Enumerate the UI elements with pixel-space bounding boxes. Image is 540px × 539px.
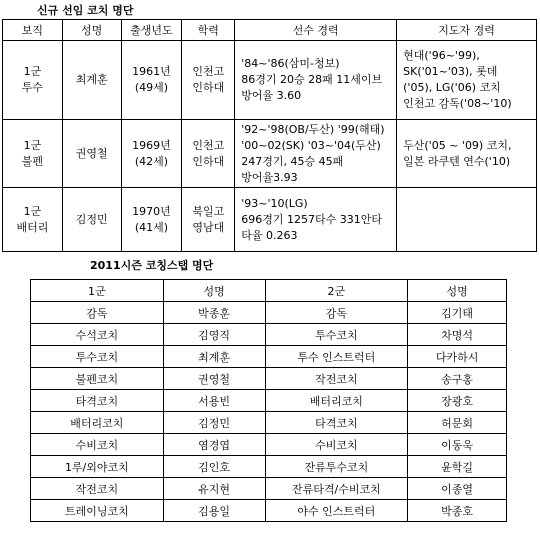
second-team-role-cell: 잔류타격/수비코치: [265, 478, 408, 500]
second-team-role-cell: 타격코치: [265, 412, 408, 434]
first-team-name-cell: 김용일: [163, 500, 265, 522]
education-cell: 북일고 영남대: [182, 188, 235, 252]
header-cell: 성명: [163, 280, 265, 302]
second-team-name-cell: 다카하시: [408, 346, 507, 368]
header-cell: 학력: [182, 20, 235, 41]
table-row: [31, 368, 507, 390]
first-team-name-cell: 박종훈: [163, 302, 265, 324]
table-row: [31, 346, 507, 368]
first-team-name-cell: 염경엽: [163, 434, 265, 456]
first-team-name-cell: 서용빈: [163, 390, 265, 412]
second-team-name-cell: 윤학길: [408, 456, 507, 478]
first-team-name-cell: 김인호: [163, 456, 265, 478]
second-team-role-cell: 잔류투수코치: [265, 456, 408, 478]
player-career-cell: '93~'10(LG) 696경기 1257타수 331안타 타율 0.263: [235, 188, 397, 252]
second-team-name-cell: 이동욱: [408, 434, 507, 456]
second-team-name-cell: 허문회: [408, 412, 507, 434]
education-cell: 인천고 인하대: [182, 120, 235, 188]
table-row: [31, 434, 507, 456]
first-team-role-cell: 트레이닝코치: [31, 500, 164, 522]
first-team-role-cell: 작전코치: [31, 478, 164, 500]
table-header-row: [3, 20, 537, 41]
table-row: [31, 302, 507, 324]
first-team-role-cell: 배터리코치: [31, 412, 164, 434]
second-team-role-cell: 감독: [265, 302, 408, 324]
second-team-name-cell: 송구홍: [408, 368, 507, 390]
table-row: [31, 412, 507, 434]
table-row: [31, 324, 507, 346]
coach-career-cell: [397, 188, 537, 252]
table-row: [3, 41, 537, 120]
name-cell: 최계훈: [62, 41, 121, 120]
position-cell: 1군 불펜: [3, 120, 63, 188]
table-row: [3, 120, 537, 188]
table-row: [31, 500, 507, 522]
table-row: [31, 456, 507, 478]
header-cell: 지도자 경력: [397, 20, 537, 41]
header-cell: 성명: [62, 20, 121, 41]
first-team-name-cell: 최계훈: [163, 346, 265, 368]
table-row: [31, 390, 507, 412]
first-team-role-cell: 불펜코치: [31, 368, 164, 390]
header-cell: 1군: [31, 280, 164, 302]
first-team-role-cell: 타격코치: [31, 390, 164, 412]
table-header-row: [31, 280, 507, 302]
position-cell: 1군 투수: [3, 41, 63, 120]
second-team-name-cell: 차명석: [408, 324, 507, 346]
player-career-cell: '92~'98(OB/두산) '99(해태) '00~02(SK) '03~'04(두산) 247경기, 45승 45패 방어율3.93: [235, 120, 397, 188]
second-team-name-cell: 박종호: [408, 500, 507, 522]
first-team-role-cell: 투수코치: [31, 346, 164, 368]
second-team-name-cell: 이종열: [408, 478, 507, 500]
coach-career-cell: 현대('96~'99), SK('01~'03), 롯데 ('05), LG('06) 코치 인천고 감독('08~'10): [397, 41, 537, 120]
coaching-staff-table: [30, 279, 507, 522]
first-team-name-cell: 권영철: [163, 368, 265, 390]
second-team-name-cell: 김기태: [408, 302, 507, 324]
first-team-name-cell: 김정민: [163, 412, 265, 434]
second-team-role-cell: 작전코치: [265, 368, 408, 390]
coach-career-cell: 두산('05 ~ '09) 코치, 일본 라쿠텐 연수('10): [397, 120, 537, 188]
coaching-staff-title: 2011시즌 코칭스탭 명단: [90, 259, 214, 272]
new-coaches-title: 신규 선임 코치 명단: [37, 4, 134, 17]
second-team-role-cell: 투수코치: [265, 324, 408, 346]
second-team-role-cell: 수비코치: [265, 434, 408, 456]
header-cell: 2군: [265, 280, 408, 302]
birth-cell: 1970년 (41세): [121, 188, 182, 252]
first-team-role-cell: 1루/외야코치: [31, 456, 164, 478]
first-team-name-cell: 유지현: [163, 478, 265, 500]
second-team-role-cell: 배터리코치: [265, 390, 408, 412]
first-team-role-cell: 감독: [31, 302, 164, 324]
first-team-name-cell: 김영직: [163, 324, 265, 346]
name-cell: 김정민: [62, 188, 121, 252]
birth-cell: 1969년 (42세): [121, 120, 182, 188]
position-cell: 1군 배터리: [3, 188, 63, 252]
first-team-role-cell: 수비코치: [31, 434, 164, 456]
new-coaches-table: [2, 19, 537, 252]
name-cell: 권영철: [62, 120, 121, 188]
player-career-cell: '84~'86(삼미-청보) 86경기 20승 28패 11세이브 방어율 3.60: [235, 41, 397, 120]
header-cell: 출생년도: [121, 20, 182, 41]
header-cell: 성명: [408, 280, 507, 302]
education-cell: 인천고 인하대: [182, 41, 235, 120]
header-cell: 보직: [3, 20, 63, 41]
table-row: [3, 188, 537, 252]
second-team-name-cell: 장광호: [408, 390, 507, 412]
header-cell: 선수 경력: [235, 20, 397, 41]
first-team-role-cell: 수석코치: [31, 324, 164, 346]
second-team-role-cell: 투수 인스트럭터: [265, 346, 408, 368]
birth-cell: 1961년 (49세): [121, 41, 182, 120]
second-team-role-cell: 야수 인스트럭터: [265, 500, 408, 522]
table-row: [31, 478, 507, 500]
